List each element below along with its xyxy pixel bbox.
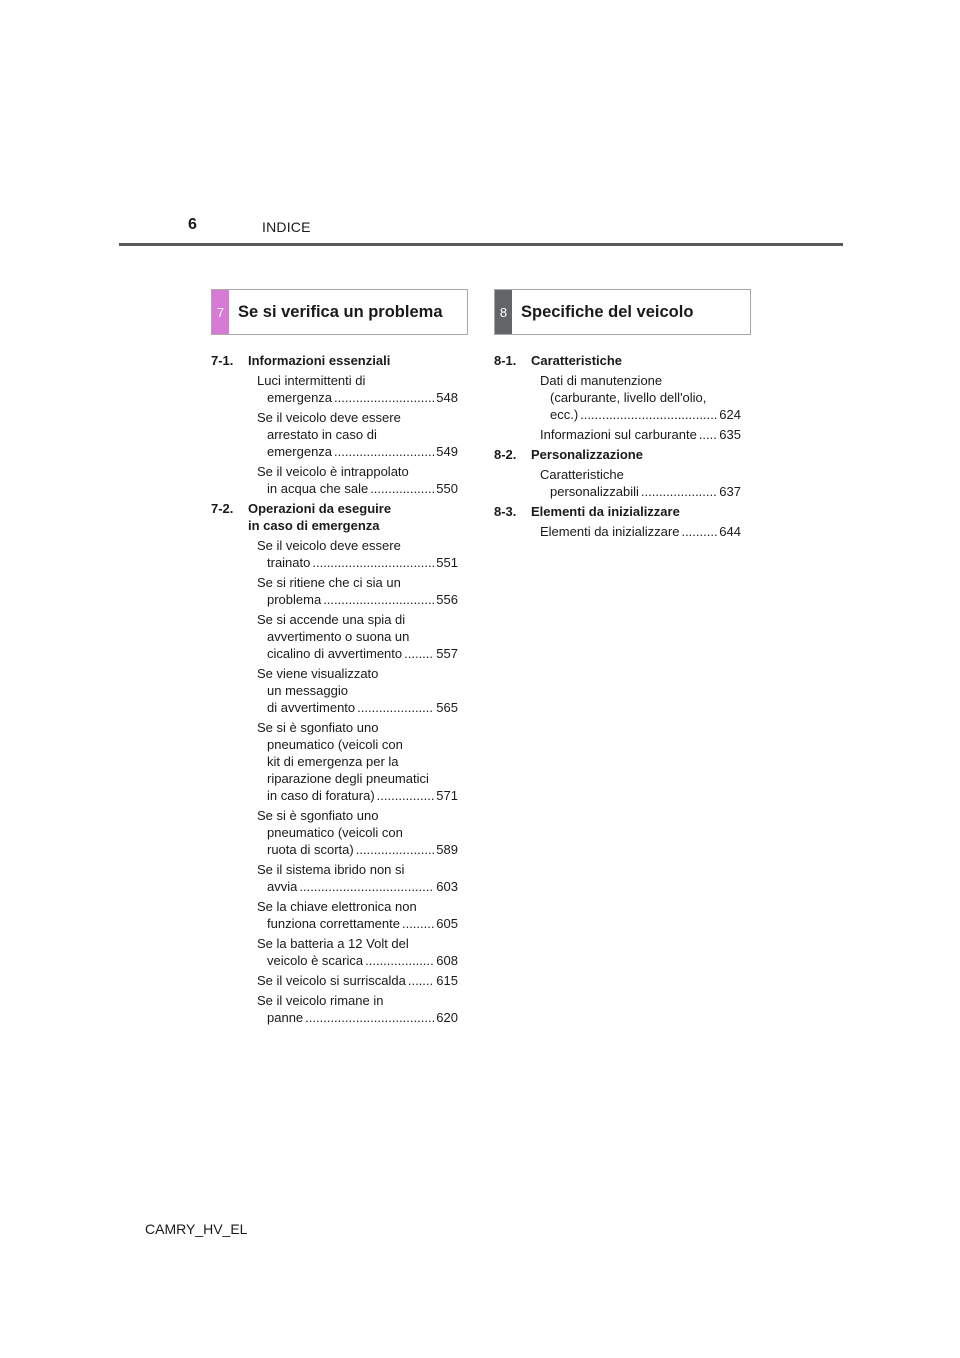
toc-page-number: 557 [436, 646, 458, 661]
toc-entry-label: personalizzabili [550, 484, 639, 499]
toc-entry[interactable] [211, 463, 458, 497]
dot-leader [299, 878, 434, 895]
toc-page-number: 644 [719, 524, 741, 539]
toc-group-title: Informazioni essenziali [248, 353, 391, 368]
toc-entry-label: Informazioni sul carburante [540, 427, 697, 442]
toc-entry-line [257, 841, 458, 858]
toc-entry-label: in caso di foratura) [267, 788, 375, 803]
running-title: INDICE [262, 219, 311, 235]
toc-entry[interactable] [211, 665, 458, 716]
toc-page-number: 589 [436, 842, 458, 857]
section-7-header [211, 289, 468, 335]
toc-group-number: 7-2. [211, 501, 234, 516]
toc-page-number: 549 [436, 444, 458, 459]
toc-entry[interactable] [211, 898, 458, 932]
toc-entry-line [257, 787, 458, 804]
dot-leader [681, 523, 717, 540]
toc-entry-line [257, 645, 458, 662]
section-8-title: Specifiche del veicolo [521, 302, 694, 321]
dot-leader [408, 972, 434, 989]
section-7-title: Se si verifica un problema [238, 302, 443, 321]
toc-page-number: 608 [436, 953, 458, 968]
toc-group-heading [494, 503, 741, 520]
dot-leader [334, 389, 434, 406]
toc-entry[interactable] [211, 807, 458, 858]
toc-page-number: 571 [436, 788, 458, 803]
toc-entry-label: emergenza [267, 390, 333, 405]
toc-group-number: 8-2. [494, 447, 517, 462]
toc-page-number: 637 [719, 484, 741, 499]
toc-entry[interactable] [211, 574, 458, 608]
toc-entry-line [540, 406, 741, 423]
dot-leader [402, 915, 434, 932]
toc-entry-text: Caratteristiche [540, 467, 624, 482]
toc-entry-line [257, 480, 458, 497]
dot-leader [305, 1009, 434, 1026]
dot-leader [356, 841, 435, 858]
toc-entry[interactable] [494, 466, 741, 500]
toc-entry[interactable] [211, 372, 458, 406]
toc-group [494, 446, 741, 500]
toc-entry-label: Elementi da inizializzare [540, 524, 680, 539]
toc-entry[interactable] [211, 935, 458, 969]
toc-entry[interactable] [494, 372, 741, 423]
toc-entry-text: Se si accende una spia di avvertimento o suona un [257, 612, 410, 644]
section-8-tab: 8 [495, 290, 512, 334]
toc-entry-line [257, 389, 458, 406]
toc-entry-text: Se si è sgonfiato uno pneumatico (veicoli con kit di emergenza per la riparazione degli pneumatici [257, 720, 429, 786]
toc-entry-text: Se il veicolo deve essere arrestato in caso di [257, 410, 401, 442]
toc-entry-line [257, 699, 458, 716]
toc-group-number: 8-1. [494, 353, 517, 368]
toc-entry-line [257, 878, 458, 895]
toc-entry-line [257, 554, 458, 571]
toc-group [494, 352, 741, 443]
dot-leader [377, 787, 435, 804]
toc-entry-label: cicalino di avvertimento [267, 646, 403, 661]
toc-group-heading [494, 352, 741, 369]
toc-page-number: 615 [436, 973, 458, 988]
toc-group-heading [211, 500, 458, 534]
toc-entry-line [257, 952, 458, 969]
toc-page-number: 565 [436, 700, 458, 715]
toc-entry-text: Se il veicolo è intrappolato [257, 464, 409, 479]
toc-entry-label: ecc.) [550, 407, 579, 422]
toc-entry-line [257, 443, 458, 460]
dot-leader [357, 699, 434, 716]
toc-entry[interactable] [211, 611, 458, 662]
toc-group-number: 8-3. [494, 504, 517, 519]
toc-entry-text: Se si ritiene che ci sia un [257, 575, 401, 590]
dot-leader [312, 554, 434, 571]
section-8-header [494, 289, 751, 335]
toc-group-heading [494, 446, 741, 463]
model-code: CAMRY_HV_EL [145, 1221, 248, 1237]
toc-group-title: Caratteristiche [531, 353, 623, 368]
toc-entry-text: Se si è sgonfiato uno pneumatico (veicoli con [257, 808, 403, 840]
toc-entry-label: emergenza [267, 444, 333, 459]
toc-page-number: 620 [436, 1010, 458, 1025]
toc-group-number: 7-1. [211, 353, 234, 368]
dot-leader [370, 480, 434, 497]
dot-leader [365, 952, 434, 969]
toc-page-number: 624 [719, 407, 741, 422]
toc-entry-line [257, 1009, 458, 1026]
toc-entry[interactable] [211, 719, 458, 804]
toc-entry-text: Dati di manutenzione (carburante, livello dell'olio, [540, 373, 707, 405]
toc-entry-line [540, 483, 741, 500]
dot-leader [641, 483, 717, 500]
dot-leader [699, 426, 717, 443]
toc-entry-line [540, 426, 741, 443]
toc-entry-text: Se la chiave elettronica non [257, 899, 417, 914]
toc-entry-line [257, 591, 458, 608]
toc-group-heading [211, 352, 458, 369]
page-number: 6 [188, 216, 197, 233]
toc-group [211, 500, 458, 1026]
toc-entry[interactable] [494, 426, 741, 443]
toc-entry-text: Luci intermittenti di [257, 373, 366, 388]
toc-group [494, 503, 741, 540]
toc-entry-label: panne [267, 1010, 304, 1025]
toc-page-number: 550 [436, 481, 458, 496]
toc-entry-text: Se il veicolo rimane in [257, 993, 384, 1008]
toc-page-number: 556 [436, 592, 458, 607]
toc-entry-label: Se il veicolo si surriscalda [257, 973, 406, 988]
toc-group [211, 352, 458, 497]
toc-page-number: 605 [436, 916, 458, 931]
toc-entry-label: ruota di scorta) [267, 842, 354, 857]
dot-leader [580, 406, 717, 423]
toc-page-number: 635 [719, 427, 741, 442]
dot-leader [323, 591, 434, 608]
toc-entry[interactable] [211, 992, 458, 1026]
toc-page-number: 551 [436, 555, 458, 570]
toc-entry[interactable] [211, 861, 458, 895]
toc-entry-line [257, 972, 458, 989]
toc-entry-label: avvia [267, 879, 298, 894]
toc-entry-text: Se il sistema ibrido non si [257, 862, 405, 877]
toc-entry-line [257, 915, 458, 932]
toc-group-title: Elementi da inizializzare [531, 504, 680, 519]
toc-entry-text: Se il veicolo deve essere [257, 538, 401, 553]
section-7-toc [211, 352, 458, 1029]
toc-entry-label: veicolo è scarica [267, 953, 364, 968]
toc-entry-label: trainato [267, 555, 311, 570]
toc-entry-label: funziona correttamente [267, 916, 400, 931]
toc-entry[interactable] [211, 409, 458, 460]
section-8-toc [494, 352, 741, 543]
toc-entry-label: in acqua che sale [267, 481, 369, 496]
toc-entry-text: Se viene visualizzato un messaggio [257, 666, 379, 698]
toc-entry-text: Se la batteria a 12 Volt del [257, 936, 409, 951]
toc-entry[interactable] [494, 523, 741, 540]
dot-leader [334, 443, 434, 460]
dot-leader [404, 645, 434, 662]
toc-group-title: Operazioni da eseguire in caso di emergenza [248, 501, 392, 533]
toc-entry-line [540, 523, 741, 540]
toc-group-title: Personalizzazione [531, 447, 643, 462]
toc-entry[interactable] [211, 972, 458, 989]
toc-page-number: 548 [436, 390, 458, 405]
toc-entry-label: problema [267, 592, 322, 607]
toc-page-number: 603 [436, 879, 458, 894]
toc-entry-label: di avvertimento [267, 700, 356, 715]
section-7-tab: 7 [212, 290, 229, 334]
toc-entry[interactable] [211, 537, 458, 571]
header-divider [119, 243, 843, 246]
